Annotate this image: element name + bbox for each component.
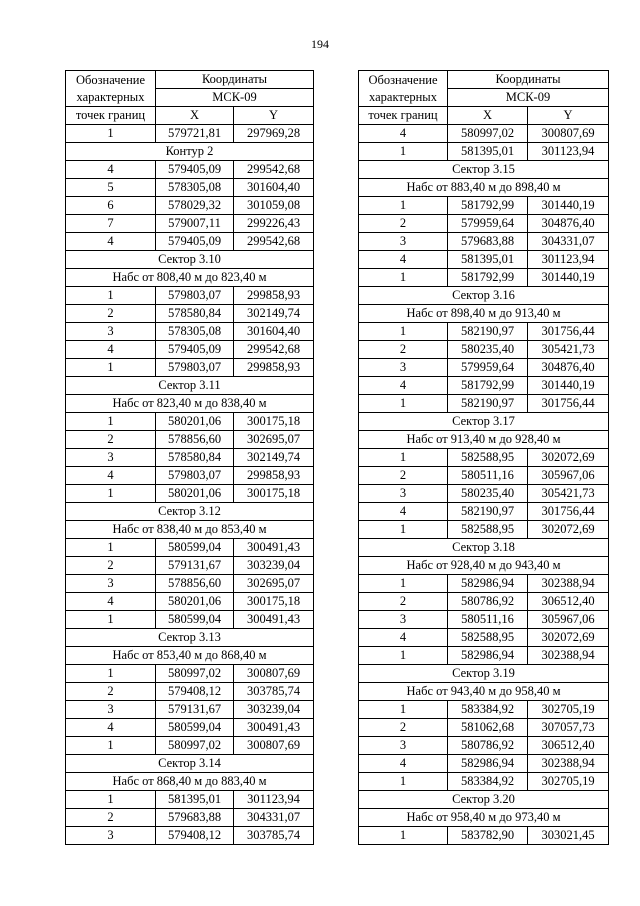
point-id-cell: 3 [66,701,156,719]
point-id-cell: 1 [66,125,156,143]
y-coordinate-cell: 302149,74 [234,449,314,467]
table-row [66,719,314,737]
point-id-cell: 1 [359,269,448,287]
x-coordinate-cell: 580997,02 [156,737,234,755]
point-id-cell: 4 [359,503,448,521]
section-heading-row [359,179,609,197]
point-id-cell: 4 [66,467,156,485]
x-coordinate-cell: 581395,01 [448,251,528,269]
y-coordinate-cell: 302072,69 [528,629,609,647]
y-coordinate-cell: 301123,94 [528,143,609,161]
x-coordinate-cell: 579405,09 [156,341,234,359]
point-id-cell: 4 [66,593,156,611]
y-coordinate-cell: 299226,43 [234,215,314,233]
table-row [66,701,314,719]
point-id-cell: 1 [359,827,448,845]
section-heading-row [66,269,314,287]
header-coordinates: Координаты [448,71,609,89]
section-heading: Набс от 853,40 м до 868,40 м [66,647,314,665]
table-row [359,251,609,269]
x-coordinate-cell: 578856,60 [156,431,234,449]
y-coordinate-cell: 304331,07 [528,233,609,251]
section-heading-row [66,143,314,161]
y-coordinate-cell: 302388,94 [528,647,609,665]
header-y: Y [528,107,609,125]
y-coordinate-cell: 303785,74 [234,827,314,845]
table-row [66,125,314,143]
table-row [359,485,609,503]
point-id-cell: 1 [66,539,156,557]
y-coordinate-cell: 301123,94 [234,791,314,809]
table-row [66,593,314,611]
x-coordinate-cell: 580786,92 [448,593,528,611]
y-coordinate-cell: 301440,19 [528,269,609,287]
point-id-cell: 6 [66,197,156,215]
section-heading: Набс от 913,40 м до 928,40 м [359,431,609,449]
point-id-cell: 4 [359,125,448,143]
y-coordinate-cell: 302695,07 [234,575,314,593]
header-point-designation-cont: точек границ [359,107,448,125]
y-coordinate-cell: 302705,19 [528,773,609,791]
y-coordinate-cell: 302388,94 [528,575,609,593]
table-row [66,323,314,341]
y-coordinate-cell: 300491,43 [234,719,314,737]
y-coordinate-cell: 302149,74 [234,305,314,323]
section-heading: Сектор 3.17 [359,413,609,431]
point-id-cell: 3 [359,359,448,377]
section-heading: Контур 2 [66,143,314,161]
x-coordinate-cell: 580235,40 [448,485,528,503]
table-row [359,701,609,719]
coordinates-table-left [65,70,314,845]
coordinates-table-right [358,70,609,845]
point-id-cell: 1 [66,737,156,755]
table-row [359,341,609,359]
table-row [359,629,609,647]
x-coordinate-cell: 579007,11 [156,215,234,233]
y-coordinate-cell: 300807,69 [234,665,314,683]
y-coordinate-cell: 300807,69 [528,125,609,143]
section-heading-row [66,521,314,539]
section-heading-row [359,287,609,305]
section-heading: Набс от 808,40 м до 823,40 м [66,269,314,287]
x-coordinate-cell: 580511,16 [448,467,528,485]
table-row [359,323,609,341]
point-id-cell: 4 [66,719,156,737]
y-coordinate-cell: 302705,19 [528,701,609,719]
table-row [66,557,314,575]
table-row [359,125,609,143]
x-coordinate-cell: 579683,88 [156,809,234,827]
header-point-designation-cont: точек границ [66,107,156,125]
x-coordinate-cell: 579683,88 [448,233,528,251]
section-heading: Сектор 3.12 [66,503,314,521]
y-coordinate-cell: 304331,07 [234,809,314,827]
y-coordinate-cell: 301604,40 [234,179,314,197]
header-point-designation: Обозначение характерных [66,71,156,107]
table-row [359,827,609,845]
x-coordinate-cell: 579803,07 [156,359,234,377]
point-id-cell: 1 [66,359,156,377]
x-coordinate-cell: 583384,92 [448,701,528,719]
table-row [359,233,609,251]
x-coordinate-cell: 581062,68 [448,719,528,737]
table-row [66,161,314,179]
table-row [359,611,609,629]
y-coordinate-cell: 303239,04 [234,701,314,719]
y-coordinate-cell: 300491,43 [234,611,314,629]
x-coordinate-cell: 578305,08 [156,179,234,197]
point-id-cell: 4 [359,251,448,269]
point-id-cell: 3 [359,485,448,503]
header-coordinate-system: МСК-09 [448,89,609,107]
table-row [359,773,609,791]
point-id-cell: 1 [359,143,448,161]
y-coordinate-cell: 300175,18 [234,413,314,431]
point-id-cell: 4 [359,629,448,647]
point-id-cell: 2 [66,431,156,449]
x-coordinate-cell: 581792,99 [448,197,528,215]
table-row [359,755,609,773]
header-coordinates: Координаты [156,71,314,89]
section-heading-row [66,755,314,773]
y-coordinate-cell: 299858,93 [234,467,314,485]
x-coordinate-cell: 580786,92 [448,737,528,755]
y-coordinate-cell: 303021,45 [528,827,609,845]
x-coordinate-cell: 580201,06 [156,413,234,431]
table-row [66,809,314,827]
section-heading: Сектор 3.14 [66,755,314,773]
x-coordinate-cell: 582190,97 [448,503,528,521]
table-row [359,647,609,665]
section-heading: Набс от 898,40 м до 913,40 м [359,305,609,323]
section-heading: Набс от 883,40 м до 898,40 м [359,179,609,197]
table-row [66,737,314,755]
y-coordinate-cell: 305967,06 [528,467,609,485]
x-coordinate-cell: 580235,40 [448,341,528,359]
y-coordinate-cell: 297969,28 [234,125,314,143]
point-id-cell: 1 [359,701,448,719]
x-coordinate-cell: 581792,99 [448,377,528,395]
table-row [66,287,314,305]
x-coordinate-cell: 580201,06 [156,593,234,611]
x-coordinate-cell: 581395,01 [448,143,528,161]
point-id-cell: 3 [359,611,448,629]
point-id-cell: 2 [359,467,448,485]
table-row [359,377,609,395]
section-heading-row [359,809,609,827]
x-coordinate-cell: 580201,06 [156,485,234,503]
y-coordinate-cell: 301440,19 [528,197,609,215]
x-coordinate-cell: 579803,07 [156,467,234,485]
point-id-cell: 1 [359,521,448,539]
section-heading: Сектор 3.13 [66,629,314,647]
table-row [359,737,609,755]
point-id-cell: 1 [359,575,448,593]
x-coordinate-cell: 582986,94 [448,575,528,593]
point-id-cell: 2 [359,341,448,359]
point-id-cell: 1 [359,197,448,215]
table-row [66,359,314,377]
point-id-cell: 2 [66,557,156,575]
table-row [66,449,314,467]
y-coordinate-cell: 301123,94 [528,251,609,269]
table-row [66,215,314,233]
point-id-cell: 2 [359,719,448,737]
section-heading-row [359,791,609,809]
y-coordinate-cell: 301756,44 [528,503,609,521]
y-coordinate-cell: 303239,04 [234,557,314,575]
y-coordinate-cell: 306512,40 [528,737,609,755]
x-coordinate-cell: 578305,08 [156,323,234,341]
section-heading-row [359,305,609,323]
point-id-cell: 3 [66,323,156,341]
section-heading-row [359,683,609,701]
y-coordinate-cell: 299542,68 [234,161,314,179]
y-coordinate-cell: 300175,18 [234,485,314,503]
y-coordinate-cell: 304876,40 [528,359,609,377]
table-row [359,521,609,539]
point-id-cell: 5 [66,179,156,197]
table-row [66,791,314,809]
point-id-cell: 1 [66,611,156,629]
section-heading: Сектор 3.16 [359,287,609,305]
y-coordinate-cell: 299858,93 [234,359,314,377]
x-coordinate-cell: 582588,95 [448,449,528,467]
header-x: X [448,107,528,125]
point-id-cell: 1 [359,773,448,791]
y-coordinate-cell: 305421,73 [528,485,609,503]
x-coordinate-cell: 579405,09 [156,161,234,179]
section-heading: Набс от 838,40 м до 853,40 м [66,521,314,539]
point-id-cell: 1 [66,413,156,431]
x-coordinate-cell: 578856,60 [156,575,234,593]
x-coordinate-cell: 580511,16 [448,611,528,629]
x-coordinate-cell: 580599,04 [156,611,234,629]
y-coordinate-cell: 299858,93 [234,287,314,305]
section-heading-row [359,665,609,683]
x-coordinate-cell: 583782,90 [448,827,528,845]
section-heading: Сектор 3.19 [359,665,609,683]
x-coordinate-cell: 583384,92 [448,773,528,791]
y-coordinate-cell: 301604,40 [234,323,314,341]
section-heading: Набс от 928,40 м до 943,40 м [359,557,609,575]
section-heading: Набс от 823,40 м до 838,40 м [66,395,314,413]
table-row [359,359,609,377]
section-heading-row [66,395,314,413]
table-row [66,611,314,629]
point-id-cell: 3 [359,233,448,251]
x-coordinate-cell: 579803,07 [156,287,234,305]
point-id-cell: 1 [359,449,448,467]
y-coordinate-cell: 302072,69 [528,449,609,467]
section-heading-row [359,557,609,575]
point-id-cell: 3 [66,449,156,467]
table-row [359,395,609,413]
section-heading: Набс от 958,40 м до 973,40 м [359,809,609,827]
point-id-cell: 1 [66,665,156,683]
point-id-cell: 1 [66,791,156,809]
x-coordinate-cell: 579408,12 [156,827,234,845]
x-coordinate-cell: 578580,84 [156,305,234,323]
section-heading-row [359,539,609,557]
table-row [359,467,609,485]
table-row [359,449,609,467]
section-heading: Набс от 868,40 м до 883,40 м [66,773,314,791]
table-row [66,431,314,449]
section-heading-row [66,647,314,665]
table-row [66,179,314,197]
table-row [66,197,314,215]
table-row [66,665,314,683]
table-row [66,467,314,485]
point-id-cell: 3 [359,737,448,755]
table-row [66,485,314,503]
x-coordinate-cell: 582190,97 [448,395,528,413]
point-id-cell: 4 [359,755,448,773]
x-coordinate-cell: 579959,64 [448,359,528,377]
x-coordinate-cell: 579405,09 [156,233,234,251]
point-id-cell: 3 [66,827,156,845]
table-row [66,305,314,323]
x-coordinate-cell: 582190,97 [448,323,528,341]
point-id-cell: 4 [66,233,156,251]
y-coordinate-cell: 301059,08 [234,197,314,215]
x-coordinate-cell: 580599,04 [156,539,234,557]
y-coordinate-cell: 301756,44 [528,323,609,341]
header-x: X [156,107,234,125]
section-heading: Набс от 943,40 м до 958,40 м [359,683,609,701]
point-id-cell: 1 [66,287,156,305]
section-heading-row [66,629,314,647]
x-coordinate-cell: 582986,94 [448,647,528,665]
x-coordinate-cell: 582588,95 [448,521,528,539]
x-coordinate-cell: 582986,94 [448,755,528,773]
table-row [359,719,609,737]
section-heading: Сектор 3.15 [359,161,609,179]
table-row [359,593,609,611]
x-coordinate-cell: 579959,64 [448,215,528,233]
point-id-cell: 1 [359,647,448,665]
point-id-cell: 1 [66,485,156,503]
y-coordinate-cell: 305967,06 [528,611,609,629]
section-heading: Сектор 3.11 [66,377,314,395]
x-coordinate-cell: 579721,81 [156,125,234,143]
x-coordinate-cell: 579131,67 [156,701,234,719]
y-coordinate-cell: 301756,44 [528,395,609,413]
table-row [359,269,609,287]
table-row [359,575,609,593]
section-heading-row [359,431,609,449]
x-coordinate-cell: 580997,02 [156,665,234,683]
point-id-cell: 2 [359,215,448,233]
x-coordinate-cell: 580599,04 [156,719,234,737]
x-coordinate-cell: 581395,01 [156,791,234,809]
x-coordinate-cell: 580997,02 [448,125,528,143]
x-coordinate-cell: 578580,84 [156,449,234,467]
y-coordinate-cell: 300491,43 [234,539,314,557]
point-id-cell: 2 [66,683,156,701]
y-coordinate-cell: 302695,07 [234,431,314,449]
header-coordinate-system: МСК-09 [156,89,314,107]
y-coordinate-cell: 304876,40 [528,215,609,233]
x-coordinate-cell: 581792,99 [448,269,528,287]
y-coordinate-cell: 305421,73 [528,341,609,359]
point-id-cell: 4 [359,377,448,395]
table-row [66,575,314,593]
point-id-cell: 4 [66,341,156,359]
y-coordinate-cell: 302388,94 [528,755,609,773]
section-heading-row [66,251,314,269]
point-id-cell: 4 [66,161,156,179]
table-row [66,341,314,359]
point-id-cell: 2 [66,809,156,827]
y-coordinate-cell: 299542,68 [234,341,314,359]
x-coordinate-cell: 582588,95 [448,629,528,647]
point-id-cell: 2 [66,305,156,323]
section-heading-row [359,161,609,179]
table-row [66,683,314,701]
header-point-designation: Обозначение характерных [359,71,448,107]
section-heading-row [66,377,314,395]
point-id-cell: 7 [66,215,156,233]
point-id-cell: 1 [359,323,448,341]
point-id-cell: 2 [359,593,448,611]
section-heading: Сектор 3.18 [359,539,609,557]
section-heading: Сектор 3.10 [66,251,314,269]
y-coordinate-cell: 301440,19 [528,377,609,395]
table-row [66,413,314,431]
point-id-cell: 1 [359,395,448,413]
table-row [66,827,314,845]
section-heading: Сектор 3.20 [359,791,609,809]
x-coordinate-cell: 579408,12 [156,683,234,701]
section-heading-row [359,413,609,431]
x-coordinate-cell: 579131,67 [156,557,234,575]
section-heading-row [66,773,314,791]
section-heading-row [66,503,314,521]
y-coordinate-cell: 300807,69 [234,737,314,755]
table-row [359,215,609,233]
table-row [359,503,609,521]
header-y: Y [234,107,314,125]
y-coordinate-cell: 300175,18 [234,593,314,611]
table-row [66,539,314,557]
table-row [359,143,609,161]
page-number: 194 [311,37,329,51]
y-coordinate-cell: 307057,73 [528,719,609,737]
y-coordinate-cell: 299542,68 [234,233,314,251]
x-coordinate-cell: 578029,32 [156,197,234,215]
point-id-cell: 3 [66,575,156,593]
table-row [66,233,314,251]
y-coordinate-cell: 302072,69 [528,521,609,539]
y-coordinate-cell: 306512,40 [528,593,609,611]
y-coordinate-cell: 303785,74 [234,683,314,701]
table-row [359,197,609,215]
